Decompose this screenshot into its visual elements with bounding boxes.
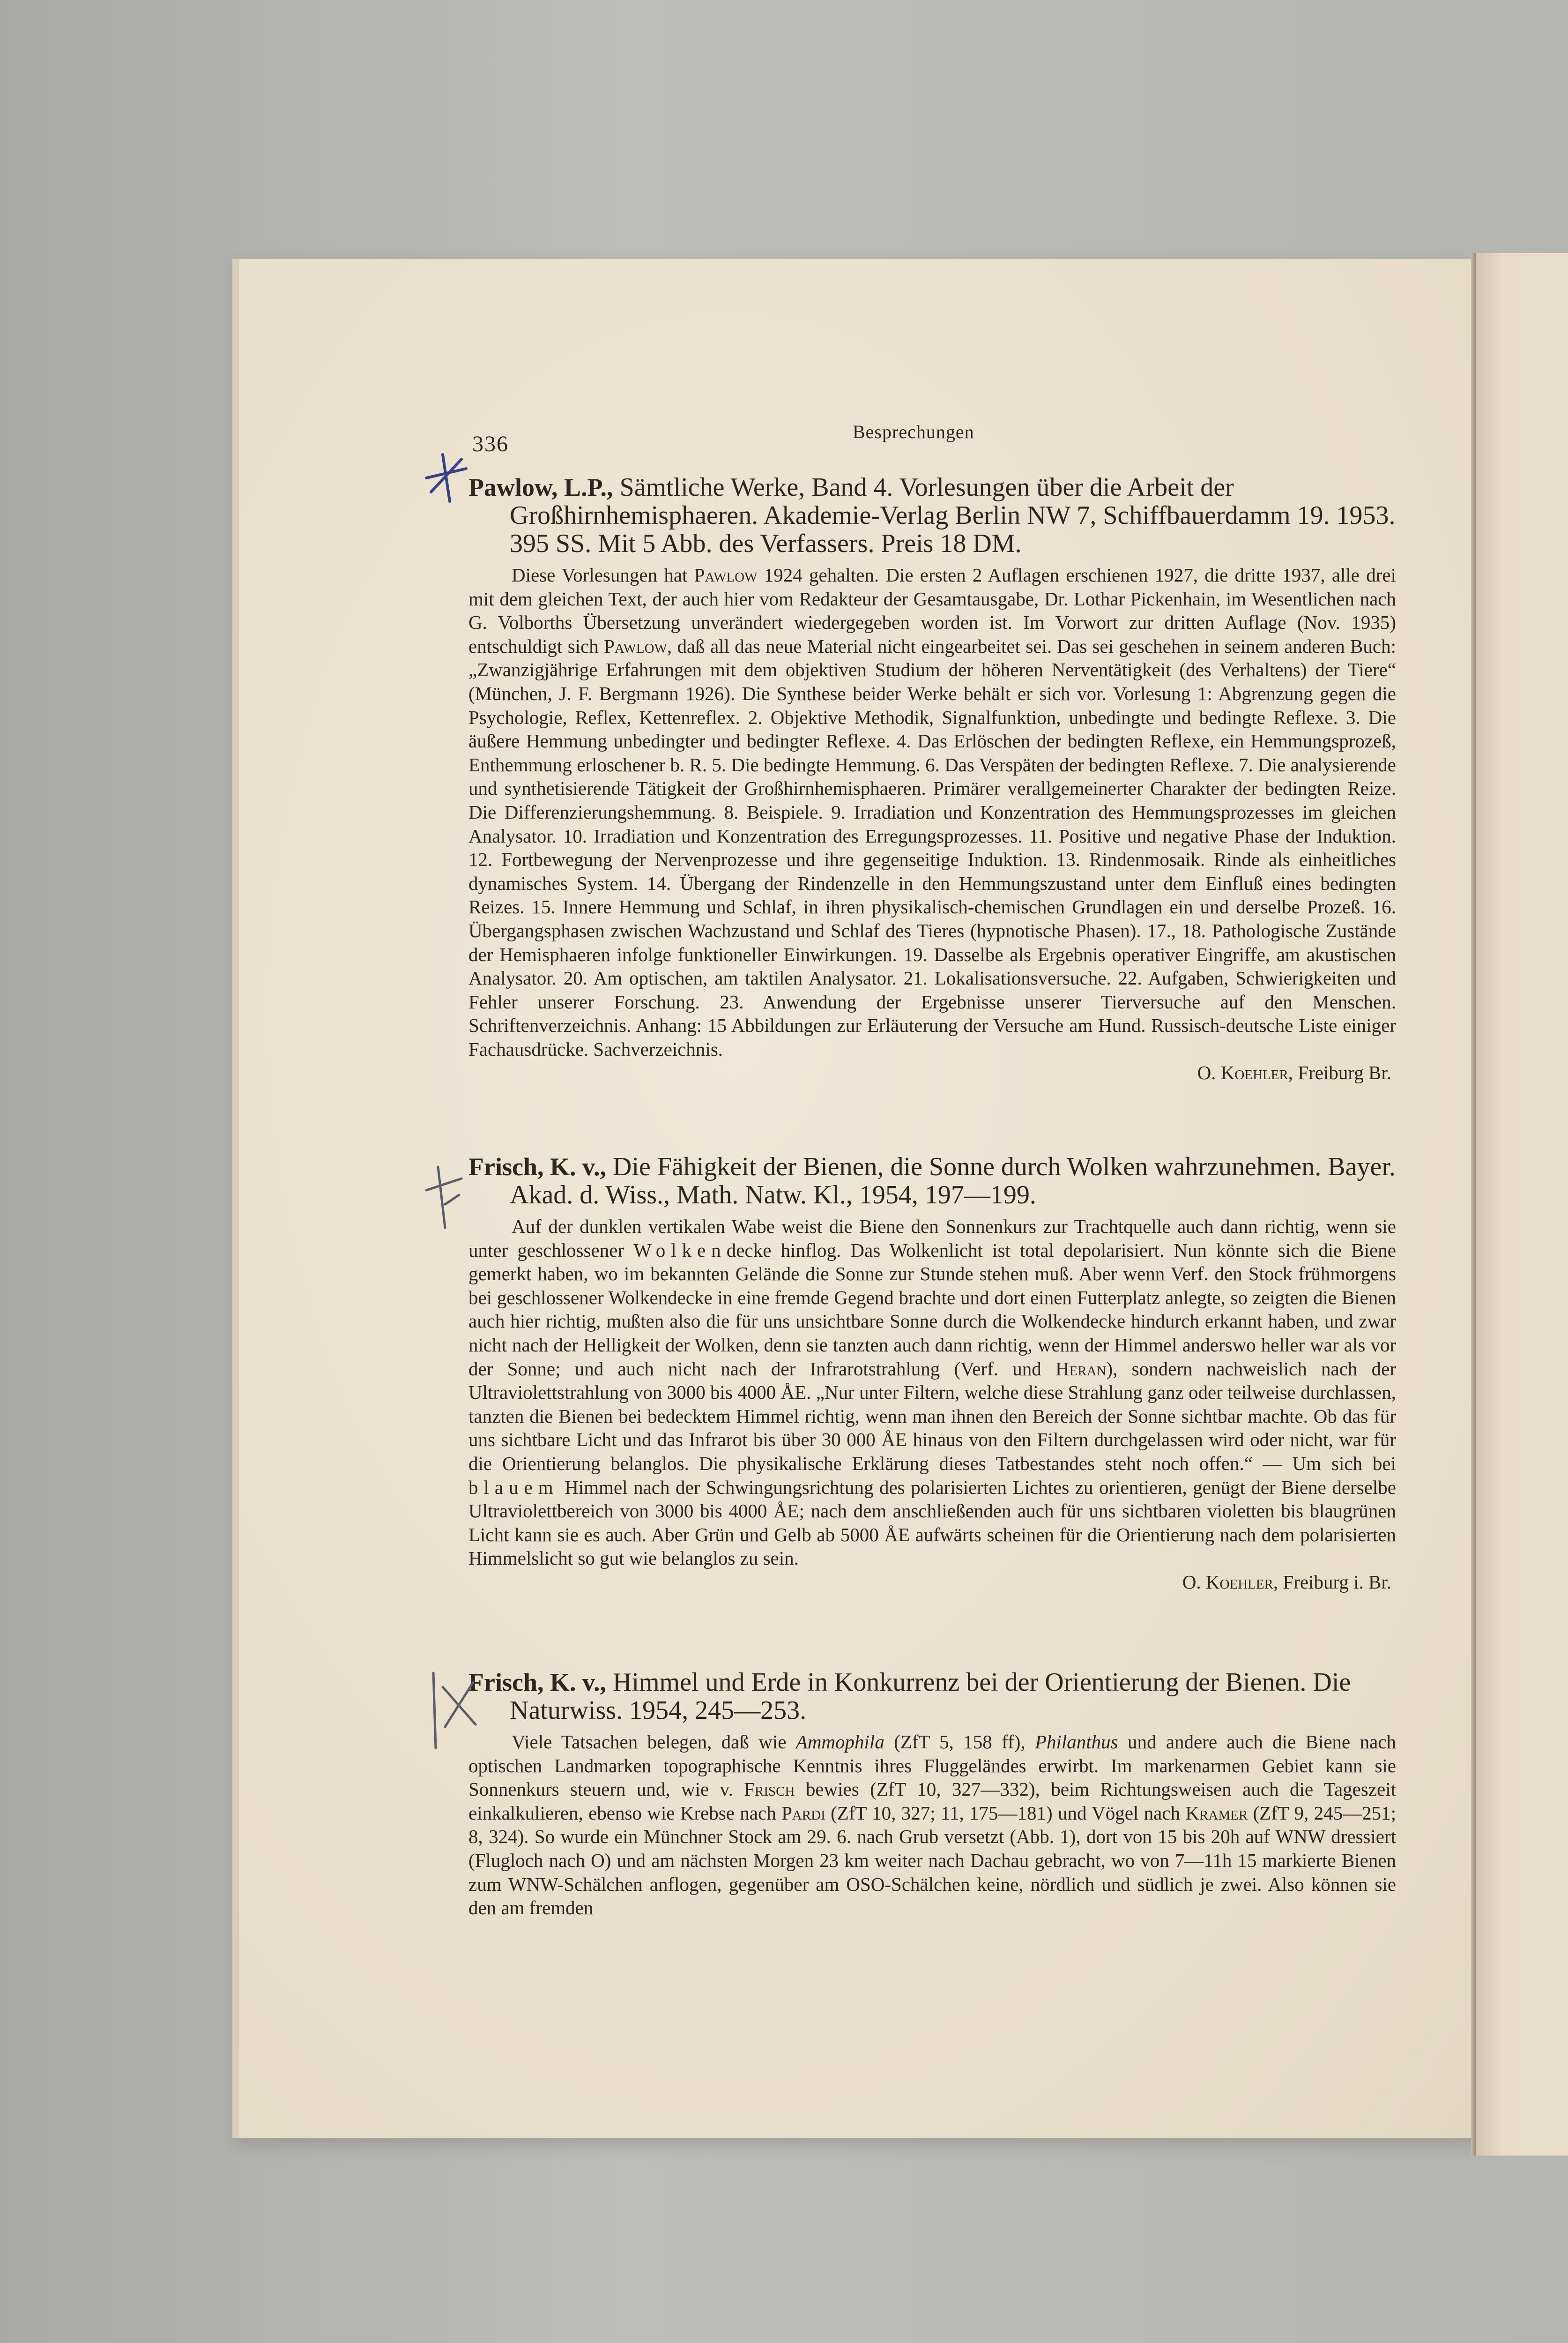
review-body — [468, 563, 1396, 1061]
author-name-smallcaps: Kramer — [1185, 1802, 1248, 1824]
body-text: 1924 gehalten. Die ersten 2 Auflagen erschienen 1927, die dritte 1937, alle drei mit dem gleichen Text, der auch hier vom Redakteur der Gesamtausgabe, Dr. Lothar Pickenhain, im Wesentlichen nach G. Volborths Übersetzung unverändert wiedergegeben worden ist. Im Vorwort zur dritten Auflage (Nov. 1935) entschuldigt sich — [468, 564, 1396, 657]
reviewer-name: O. Koehler — [1197, 1062, 1288, 1084]
body-text: Diese Vorlesungen hat — [512, 564, 694, 586]
author-name-smallcaps: Pawlow — [694, 564, 758, 586]
reviewer-signature — [468, 1061, 1396, 1084]
body-text: (ZfT 9, 245—251; 8, 324). So wurde ein Münchner Stock am 29. 6. nach Grub versetzt (Abb. 1), dort von 15 bis — [468, 1802, 1397, 1848]
review-entry-frisch-himmel — [468, 1668, 1396, 1920]
author-name-smallcaps: Pawlow — [604, 635, 667, 657]
review-citation — [468, 1668, 1396, 1724]
genus-name-italic: Philanthus — [1034, 1731, 1118, 1753]
review-body — [468, 1730, 1396, 1920]
running-head — [468, 417, 1396, 456]
author-name-smallcaps: Frisch — [744, 1778, 795, 1800]
body-text: 20h — [1211, 1826, 1240, 1848]
page-number: 336 — [472, 432, 509, 456]
review-author: Frisch, K. v., — [468, 1668, 606, 1696]
body-text: auf WNW dressiert (Flugloch nach O) und am nächsten Morgen 23 km weiter nach Dachau gebracht, wo von 7—11h 15 markierte Bienen zum WNW-Schälchen anflogen, gegenüber am OSO-Schälchen keine, nördlich und südlich je zwei. Also können sie den am fremden — [468, 1826, 1396, 1919]
review-author: Frisch, K. v., — [468, 1153, 606, 1181]
reviewer-name: O. Koehler — [1182, 1571, 1273, 1593]
review-citation — [468, 473, 1396, 558]
body-text: decke hinflog. Das Wolkenlicht ist total depolarisiert. Nun könnte sich die Biene gemerkt haben, wo im bekannten Gelände die Sonne zur Stunde stehen muß. Aber wenn Verf. den Stock frühmorgens bei geschlossener Wolkendecke in eine fremde Gegend brachte und dort einen Futterplatz anlegte, so zeigten die Bienen auch hier richtig, mußten also die für uns unsichtbare Sonne durch die Wolkendecke hindurch erkannt haben, und zwar nicht nach der Helligkeit der Wolken, denn sie tanzten auch dann richtig, wenn der Himmel anderswo heller war als vor der Sonne; und auch nicht nach der Infrarotstrahlung (Verf. und — [468, 1239, 1396, 1380]
body-text: (ZfT 10, 327; 11, 175—181) und Vögel nach — [825, 1802, 1186, 1824]
review-entry-frisch-sonne — [468, 1153, 1396, 1594]
body-text: Auf der dunklen vertikalen Wabe weist die Biene den Sonnenkurs zur Trachtquelle auch dann richtig, wenn sie unter geschlossener — [468, 1216, 1396, 1261]
author-name-smallcaps: Pardi — [781, 1802, 825, 1824]
review-citation — [468, 1153, 1396, 1209]
handwritten-cross-mark-icon — [419, 1162, 471, 1232]
body-text: Viele Tatsachen belegen, daß wie — [512, 1731, 796, 1753]
author-name-smallcaps: Heran — [1055, 1358, 1107, 1380]
body-text: Himmel nach der Schwingungsrichtung des polarisierten Lichtes zu orientieren, genügt der Biene derselbe Ultraviolettbereich von 3000 bis 4000 ÅE; nach dem anschließenden auch für uns sichtbaren violetten bis blaugrünen Licht kann sie es auch. Aber Grün und Gelb ab 5000 ÅE aufwärts scheinen für die Orientierung nach dem polarisierten Himmelslicht so gut wie belanglos zu sein. — [468, 1476, 1396, 1569]
review-entry-pawlow — [468, 473, 1396, 1084]
spaced-emphasis: Wolken — [633, 1239, 727, 1261]
review-body — [468, 1215, 1396, 1570]
genus-name-italic: Ammophila — [795, 1731, 884, 1753]
facing-page — [1476, 253, 1568, 2156]
reviewer-signature — [468, 1570, 1396, 1594]
body-text: bewies (ZfT 10, 327—332), beim Richtungsweisen auch die Tageszeit einkalkulieren, ebenso wie Krebse nach — [468, 1778, 1396, 1824]
reviewer-place: , Freiburg Br. — [1288, 1062, 1391, 1084]
body-text: , daß all das neue Material nicht eingearbeitet sei. Das sei geschehen in seinem anderen Buch: „Zwanzigjährige Erfahrungen mit dem objektiven Studium der höheren Nerventätigkeit (des Verhaltens) der Tiere“ (München, J. F. Bergmann 1926). Die Synthese beider Werke behält er sich vor. Vorlesung 1: Abgrenzung gegen die Psychologie, Reflex, Kettenreflex. 2. Objektive Methodik, Signalfunktion, unbedingte und bedingte Reflexe. 3. Die äußere Hemmung unbedingter und bedingter Reflexe. 4. Das Erlöschen der bedingten Reflexe, ein Hemmungsprozeß, Enthemmung erloschener b. R. 5. Die bedingte Hemmung. 6. Das Verspäten der bedingten Reflexe. 7. Die analysierende und synthetisierende Tätigkeit der Großhirnhemisphaeren. Primärer verallgemeinerter Charakter der bedingten Reize. Die Differenzierungshemmung. 8. Beispiele. 9. Irradiation und Konzentration des Hemmungsprozesses im gleichen Analysator. 10. Irradiation und Konzentration des Erregungsprozesses. 11. Positive und negative Phase der Induktion. 12. Fortbewegung der Nervenprozesse und ihre gegenseitige Induktion. 13. Rindenmosaik. Rinde als einheitliches dynamisches System. 14. Übergang der Rindenzelle in den Hemmungszustand unter dem Einfluß eines bedingten Reizes. 15. Innere Hemmung und Schlaf, in ihren physikalisch-chemischen Grundlagen ein und derselbe Prozeß. 16. Übergangsphasen zwischen Wachzustand und Schlaf des Tieres (hypnotische Phasen). 17., 18. Pathologische Zustände der Hemisphaeren infolge funktioneller Einwirkungen. 19. Dasselbe als Ergebnis operativer Eingriffe, am akustischen Analysator. 20. Am optischen, am taktilen Analysator. 21. Lokalisationsversuche. 22. Aufgaben, Schwierigkeiten und Fehler unserer Forschung. 23. Anwendung der Ergebnisse unserer Tierversuche auf den Menschen. Schriftenverzeichnis. Anhang: 15 Abbildungen zur Erläuterung der Versuche am Hund. Russisch-deutsche Liste einiger Fachausdrücke. Sachverzeichnis. — [468, 635, 1396, 1060]
body-text: ), sondern nachweislich nach der Ultraviolettstrahlung von 3000 bis 4000 ÅE. „Nur unter Filtern, welche diese Strahlung ganz oder teilweise durchlassen, tanzten die Bienen bei bedecktem Himmel richtig, wenn man ihnen den Bereich der Sonne sichtbar machte. Ob das für uns sichtbare Licht und das Infrarot bis über 30 000 ÅE hinaus von den Filtern durchgelassen wird oder nicht, war für die Orientierung belanglos. Die physikalische Erklärung dieses Tatbestandes steht noch offen.“ — Um sich bei — [468, 1358, 1396, 1474]
reviewer-place: , Freiburg i. Br. — [1273, 1571, 1391, 1593]
handwritten-cross-mark-icon — [422, 450, 473, 511]
review-author: Pawlow, L.P., — [468, 473, 613, 501]
body-text: und andere auch die Biene nach optischen Landmarken topographische Kenntnis ihres Fluggeländes erwirbt. Im markenarmen Gebiet kann sie Sonnenkurs steuern und, wie v. — [468, 1731, 1396, 1800]
citation-text: Himmel und Erde in Konkurrenz bei der Orientierung der Bienen. Die Naturwiss. 1954, 245—253. — [510, 1668, 1351, 1725]
citation-text: Sämtliche Werke, Band 4. Vorlesungen über die Arbeit der Großhirnhemisphaeren. Akademie-Verlag Berlin NW 7, Schiffbauerdamm 19. 1953. 395 SS. Mit 5 Abb. des Verfassers. Preis 18 DM. — [510, 473, 1396, 558]
handwritten-cross-mark-icon — [424, 1668, 490, 1753]
running-title: Besprechungen — [853, 421, 974, 442]
page-edge — [232, 259, 239, 2138]
body-text: (ZfT 5, 158 ff), — [884, 1731, 1035, 1753]
citation-text: Die Fähigkeit der Bienen, die Sonne durch Wolken wahrzunehmen. Bayer. Akad. d. Wiss., Math. Natw. Kl., 1954, 197—199. — [510, 1152, 1396, 1209]
spaced-emphasis: blauem — [468, 1476, 559, 1498]
